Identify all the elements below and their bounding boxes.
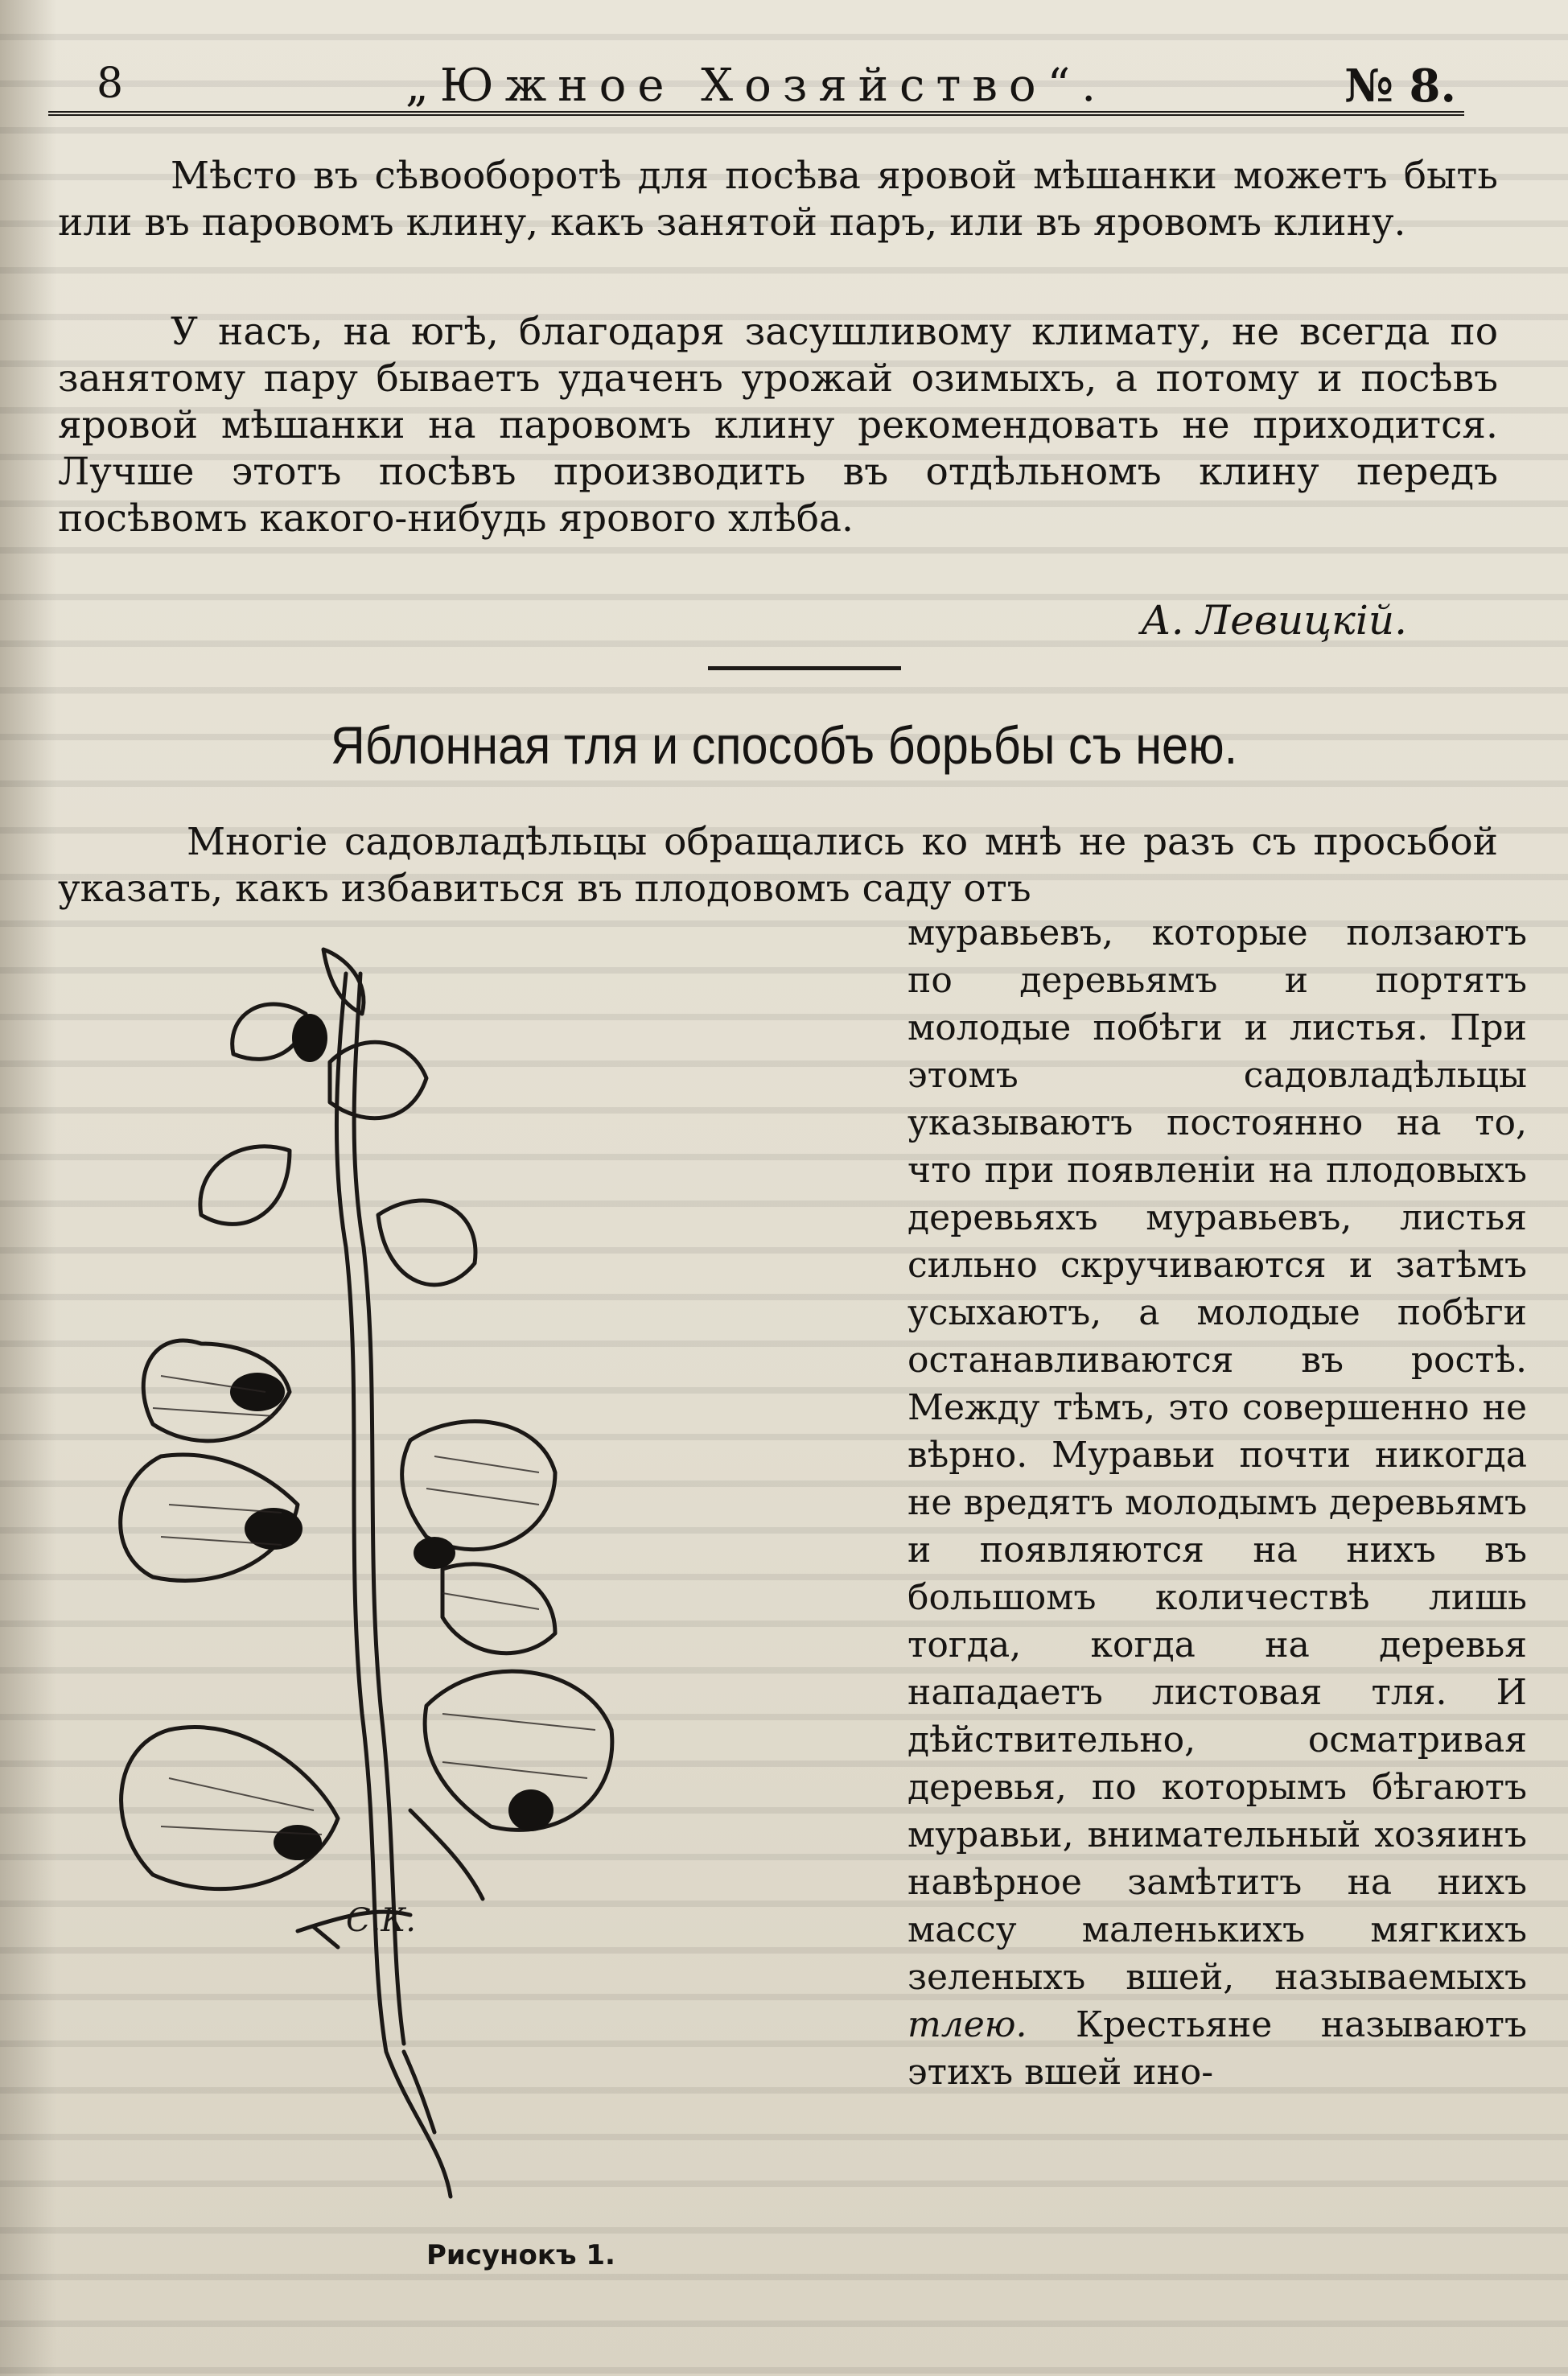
article-column-end: Крестьяне называютъ этихъ вшей ино- xyxy=(907,2004,1527,2093)
figure-caption: Рисунокъ 1. xyxy=(426,2239,615,2271)
journal-title: „Южное Хозяйство“. xyxy=(405,60,1108,112)
binding-shadow xyxy=(0,0,56,2376)
article-column-emphasis: тлею. xyxy=(907,2004,1027,2045)
issue-number: № 8. xyxy=(1344,60,1456,113)
section-divider xyxy=(708,666,901,670)
apple-branch-illustration xyxy=(105,941,700,2229)
article-column xyxy=(907,909,1527,2096)
artist-mark: С.К. xyxy=(346,1902,416,1939)
article-intro: Многіе садовладѣльцы обращались ко мнѣ не разъ съ просьбой указать, какъ избавиться въ плодовомъ саду отъ xyxy=(58,820,1498,911)
previous-article-paragraph-1: Мѣсто въ сѣвооборотѣ для посѣва яровой мѣшанки можетъ быть или въ паровомъ клину, какъ занятой паръ, или въ яровомъ клину. xyxy=(58,154,1498,245)
previous-article-paragraph-2: У насъ, на югѣ, благодаря засушливому климату, не всегда по занятому пару бываетъ удаченъ урожай озимыхъ, а потому и посѣвъ яровой мѣшанки на паровомъ клину рекомендовать не приходится. Лучше этотъ посѣвъ производить въ отдѣльномъ клину передъ посѣвомъ какого-нибудь ярового хлѣба. xyxy=(58,310,1498,541)
article-column-text: муравьевъ, которые ползаютъ по деревьямъ и портятъ молодые побѣги и листья. При этомъ садовладѣльцы указываютъ постоянно на то, что при появленіи на плодовыхъ деревьяхъ муравьевъ, листья сильно скручиваются и затѣмъ усыхаютъ, а молодые побѣги останавливаются въ ростѣ. Между тѣмъ, это совершенно не вѣрно. Муравьи почти никогда не вредятъ молодымъ деревьямъ и появляются на нихъ въ большомъ количествѣ лишь тогда, когда на деревья нападаетъ листовая тля. И дѣйствительно, осматривая деревья, по которымъ бѣгаютъ муравьи, внимательный хозяинъ навѣрное замѣтитъ на нихъ массу маленькихъ мягкихъ зеленыхъ вшей, называемыхъ xyxy=(907,912,1527,1998)
page-number: 8 xyxy=(97,60,124,108)
running-header xyxy=(48,39,1464,116)
author-signature: А. Левицкій. xyxy=(1140,597,1407,644)
article-title: Яблонная тля и способъ борьбы съ нею. xyxy=(330,715,1238,775)
